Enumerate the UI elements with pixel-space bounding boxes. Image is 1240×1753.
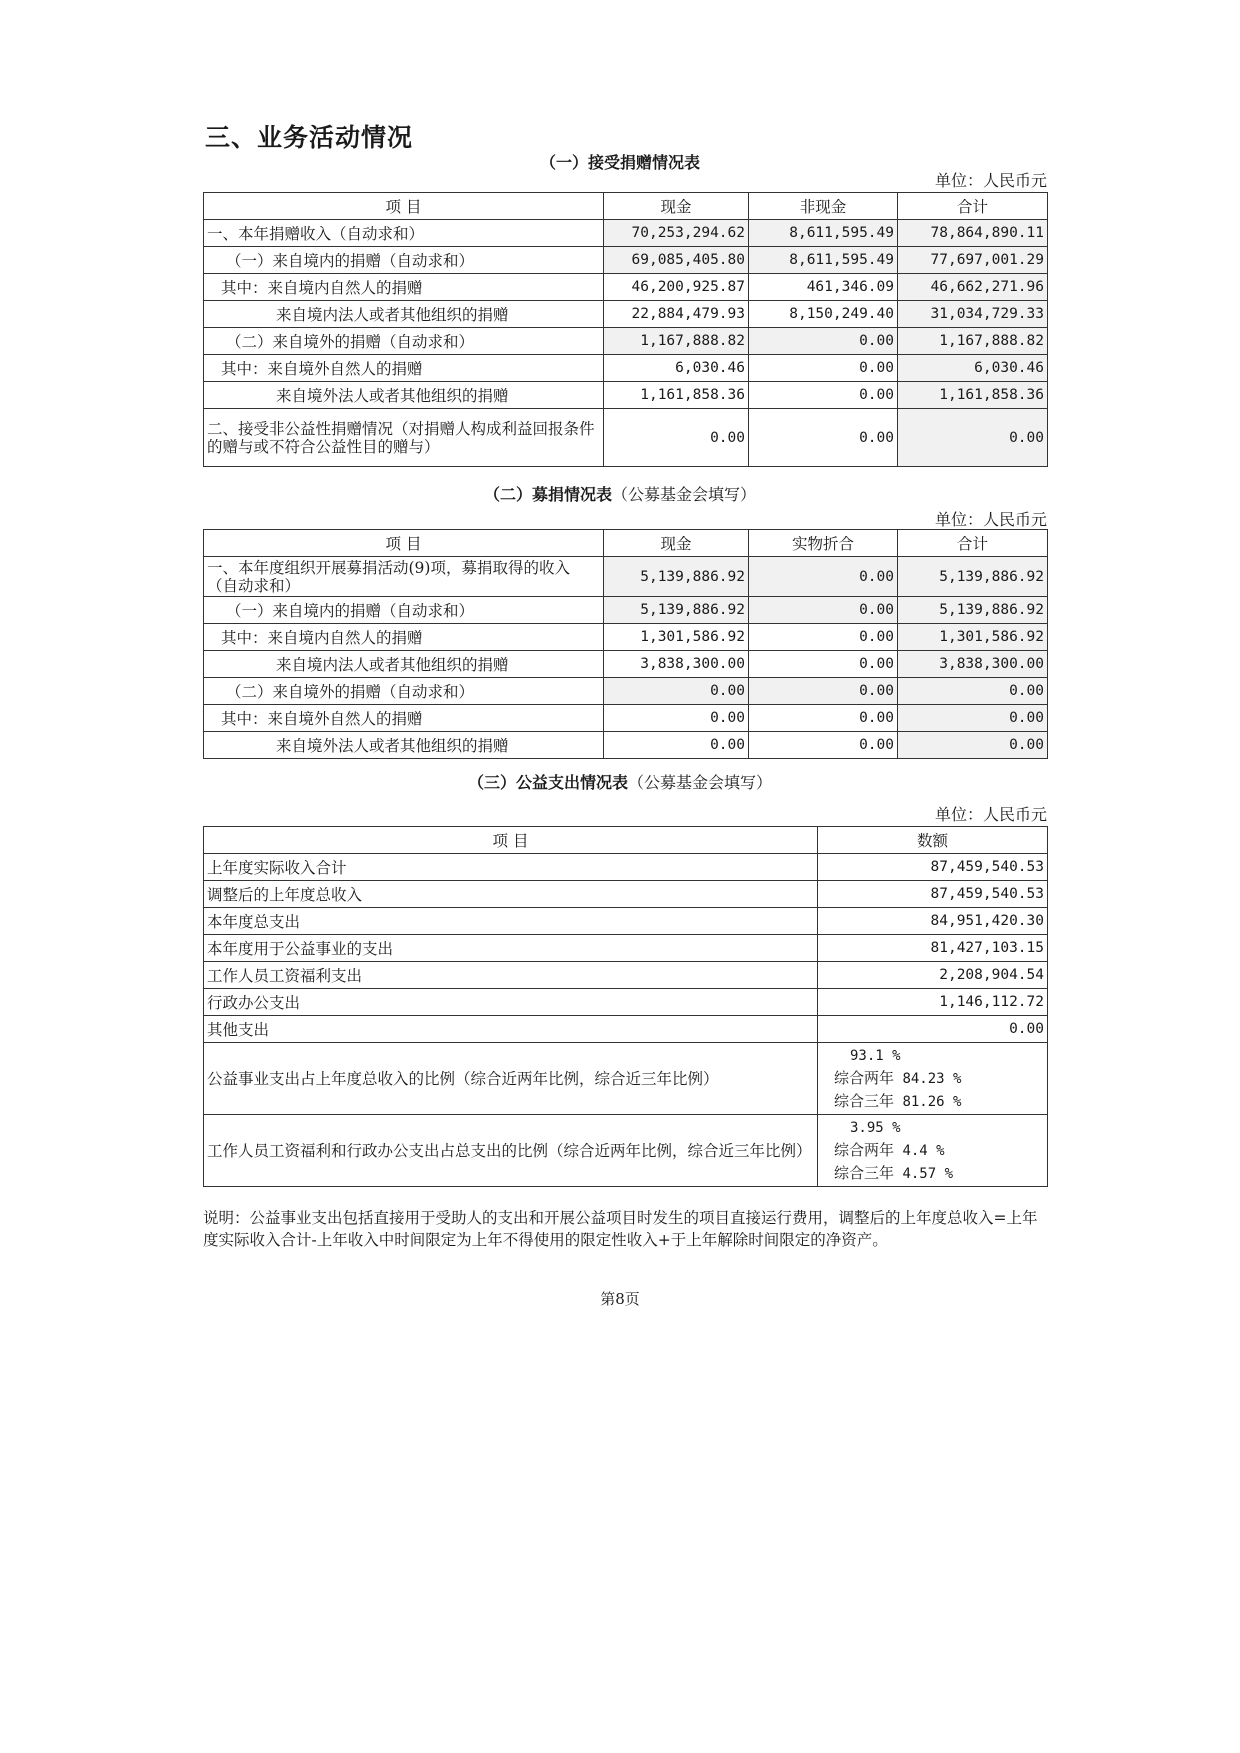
two-year-value: 4.4 %: [902, 1142, 945, 1159]
row-label: 其中：来自境内自然人的捐赠: [204, 274, 604, 301]
ratio-public-two-year: [834, 1067, 1044, 1090]
table-row: [204, 989, 1048, 1016]
inkind-value: 0.00: [749, 678, 898, 705]
cash-value: 5,139,886.92: [604, 597, 749, 624]
inkind-value: 0.00: [749, 557, 898, 597]
table-row: [204, 962, 1048, 989]
row-label: 调整后的上年度总收入: [204, 881, 818, 908]
inkind-value: 0.00: [749, 597, 898, 624]
row-label: 一、本年度组织开展募捐活动(9)项，募捐取得的收入（自动求和）: [204, 557, 604, 597]
inkind-value: 0.00: [749, 624, 898, 651]
row-label: 工作人员工资福利支出: [204, 962, 818, 989]
noncash-value: 8,150,249.40: [749, 301, 898, 328]
donation-table-caption: （一）接受捐赠情况表: [539, 153, 700, 172]
inkind-value: 0.00: [749, 732, 898, 759]
table-row: [204, 1016, 1048, 1043]
three-year-value: 81.26 %: [902, 1093, 962, 1110]
section-title: 三、业务活动情况: [205, 123, 414, 152]
header-total: 合计: [898, 193, 1048, 220]
table-row: [204, 247, 1048, 274]
expense-caption-title: （三）公益支出情况表: [467, 773, 628, 792]
row-label: （一）来自境内的捐赠（自动求和）: [204, 597, 604, 624]
row-label: 二、接受非公益性捐赠情况（对捐赠人构成利益回报条件的赠与或不符合公益性目的赠与）: [204, 409, 604, 467]
fundraising-table-caption: [0, 482, 1240, 505]
two-year-label: 综合两年: [834, 1068, 895, 1087]
table-row: [204, 382, 1048, 409]
cash-value: 46,200,925.87: [604, 274, 749, 301]
amount-value: 84,951,420.30: [818, 908, 1048, 935]
expense-caption-note: （公募基金会填写）: [628, 773, 773, 792]
noncash-value: 0.00: [749, 328, 898, 355]
table-row: [204, 908, 1048, 935]
cash-value: 3,838,300.00: [604, 651, 749, 678]
donation-table: [203, 192, 1048, 467]
ratio-staff-current: 3.95 %: [850, 1119, 901, 1136]
table-row: [204, 409, 1048, 467]
three-year-value: 4.57 %: [902, 1165, 954, 1182]
row-label: 其中：来自境内自然人的捐赠: [204, 624, 604, 651]
ratio-staff-values: [818, 1115, 1048, 1187]
table-row: [204, 935, 1048, 962]
cash-value: 0.00: [604, 705, 749, 732]
header-noncash: 非现金: [749, 193, 898, 220]
total-value: 77,697,001.29: [898, 247, 1048, 274]
table-row: [204, 678, 1048, 705]
amount-value: 87,459,540.53: [818, 854, 1048, 881]
row-label: 来自境内法人或者其他组织的捐赠: [204, 651, 604, 678]
cash-value: 0.00: [604, 732, 749, 759]
ratio-staff-three-year: [834, 1162, 1044, 1185]
ratio-public-current: 93.1 %: [850, 1047, 901, 1064]
total-value: 1,301,586.92: [898, 624, 1048, 651]
table-row: [204, 355, 1048, 382]
table-row: [204, 1115, 1048, 1187]
row-label: 上年度实际收入合计: [204, 854, 818, 881]
header-amount: 数额: [818, 827, 1048, 854]
fundraising-caption-note: （公募基金会填写）: [612, 485, 757, 504]
cash-value: 1,301,586.92: [604, 624, 749, 651]
noncash-value: 8,611,595.49: [749, 220, 898, 247]
noncash-value: 0.00: [749, 355, 898, 382]
cash-value: 6,030.46: [604, 355, 749, 382]
header-cash: 现金: [604, 530, 749, 557]
row-label: 行政办公支出: [204, 989, 818, 1016]
total-value: 6,030.46: [898, 355, 1048, 382]
fundraising-table: [203, 529, 1048, 759]
row-label: 一、本年捐赠收入（自动求和）: [204, 220, 604, 247]
ratio-public-values: [818, 1043, 1048, 1115]
donation-table-unit: 单位：人民币元: [934, 171, 1047, 190]
amount-value: 1,146,112.72: [818, 989, 1048, 1016]
header-cash: 现金: [604, 193, 749, 220]
total-value: 0.00: [898, 705, 1048, 732]
cash-value: 70,253,294.62: [604, 220, 749, 247]
two-year-value: 84.23 %: [902, 1070, 962, 1087]
row-label: 其中：来自境外自然人的捐赠: [204, 705, 604, 732]
table-row: [204, 854, 1048, 881]
total-value: 46,662,271.96: [898, 274, 1048, 301]
total-value: 0.00: [898, 678, 1048, 705]
cash-value: 1,167,888.82: [604, 328, 749, 355]
row-label: （一）来自境内的捐赠（自动求和）: [204, 247, 604, 274]
table-row: [204, 1043, 1048, 1115]
row-label: 来自境内法人或者其他组织的捐赠: [204, 301, 604, 328]
cash-value: 0.00: [604, 409, 749, 467]
total-value: 0.00: [898, 409, 1048, 467]
table-row: [204, 624, 1048, 651]
three-year-label: 综合三年: [834, 1163, 895, 1182]
noncash-value: 0.00: [749, 382, 898, 409]
ratio-staff-two-year: [834, 1139, 1044, 1162]
row-label: 本年度总支出: [204, 908, 818, 935]
amount-value: 0.00: [818, 1016, 1048, 1043]
header-item: 项 目: [204, 530, 604, 557]
cash-value: 69,085,405.80: [604, 247, 749, 274]
ratio-public-three-year: [834, 1090, 1044, 1113]
fundraising-caption-title: （二）募捐情况表: [483, 485, 612, 504]
cash-value: 22,884,479.93: [604, 301, 749, 328]
table-header-row: [204, 530, 1048, 557]
noncash-value: 0.00: [749, 409, 898, 467]
table-row: [204, 705, 1048, 732]
table-header-row: [204, 193, 1048, 220]
header-item: 项 目: [204, 193, 604, 220]
table-row: [204, 301, 1048, 328]
total-value: 0.00: [898, 732, 1048, 759]
row-label: 来自境外法人或者其他组织的捐赠: [204, 382, 604, 409]
total-value: 5,139,886.92: [898, 557, 1048, 597]
total-value: 3,838,300.00: [898, 651, 1048, 678]
header-inkind: 实物折合: [749, 530, 898, 557]
table-row: [204, 220, 1048, 247]
table-row: [204, 274, 1048, 301]
ratio-public-label: 公益事业支出占上年度总收入的比例（综合近两年比例，综合近三年比例）: [204, 1043, 818, 1115]
header-item: 项 目: [204, 827, 818, 854]
table-row: [204, 557, 1048, 597]
fundraising-table-unit: 单位：人民币元: [934, 510, 1047, 529]
cash-value: 5,139,886.92: [604, 557, 749, 597]
inkind-value: 0.00: [749, 651, 898, 678]
table-row: [204, 328, 1048, 355]
page-number: 第8页: [600, 1290, 640, 1308]
table-header-row: [204, 827, 1048, 854]
total-value: 78,864,890.11: [898, 220, 1048, 247]
noncash-value: 8,611,595.49: [749, 247, 898, 274]
expense-table-unit: 单位：人民币元: [934, 805, 1047, 824]
row-label: （二）来自境外的捐赠（自动求和）: [204, 678, 604, 705]
three-year-label: 综合三年: [834, 1091, 895, 1110]
table-row: [204, 651, 1048, 678]
header-total: 合计: [898, 530, 1048, 557]
two-year-label: 综合两年: [834, 1140, 895, 1159]
table-row: [204, 732, 1048, 759]
cash-value: 1,161,858.36: [604, 382, 749, 409]
explanation-note: 说明：公益事业支出包括直接用于受助人的支出和开展公益项目时发生的项目直接运行费用，调整后的上年度总收入=上年度实际收入合计-上年收入中时间限定为上年不得使用的限定性收入+于上年解除时间限定的净资产。: [203, 1209, 1038, 1249]
row-label: （二）来自境外的捐赠（自动求和）: [204, 328, 604, 355]
total-value: 1,167,888.82: [898, 328, 1048, 355]
amount-value: 81,427,103.15: [818, 935, 1048, 962]
expense-table-caption: [0, 770, 1240, 793]
cash-value: 0.00: [604, 678, 749, 705]
amount-value: 2,208,904.54: [818, 962, 1048, 989]
total-value: 31,034,729.33: [898, 301, 1048, 328]
table-row: [204, 881, 1048, 908]
noncash-value: 461,346.09: [749, 274, 898, 301]
row-label: 其中：来自境外自然人的捐赠: [204, 355, 604, 382]
row-label: 来自境外法人或者其他组织的捐赠: [204, 732, 604, 759]
ratio-staff-label: 工作人员工资福利和行政办公支出占总支出的比例（综合近两年比例，综合近三年比例）: [204, 1115, 818, 1187]
inkind-value: 0.00: [749, 705, 898, 732]
table-row: [204, 597, 1048, 624]
total-value: 1,161,858.36: [898, 382, 1048, 409]
total-value: 5,139,886.92: [898, 597, 1048, 624]
amount-value: 87,459,540.53: [818, 881, 1048, 908]
row-label: 其他支出: [204, 1016, 818, 1043]
expense-table: [203, 826, 1048, 1187]
row-label: 本年度用于公益事业的支出: [204, 935, 818, 962]
